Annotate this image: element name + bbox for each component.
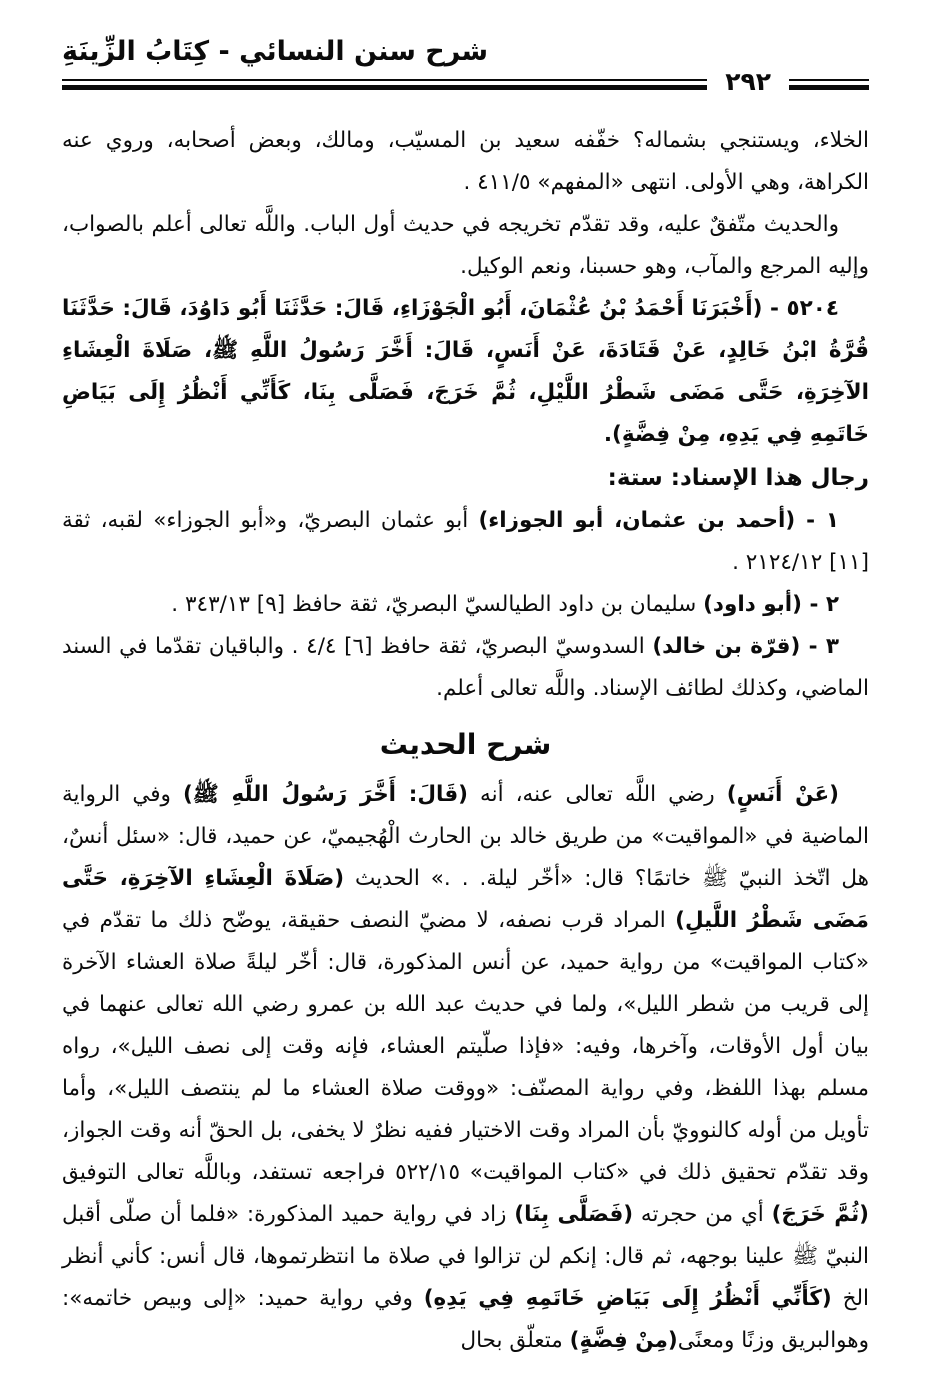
bold-run: (قَالَ: أَخَّرَ رَسُولُ اللَّهِ ﷺ) — [182, 782, 468, 808]
text-run: رضي اللَّه تعالى عنه، أنه — [468, 782, 727, 808]
bold-run: (مِنْ فِضَّةٍ) — [569, 1328, 678, 1354]
header-rule-right — [789, 79, 869, 90]
text-run: متعلّق بحال — [460, 1328, 570, 1354]
sharh-commentary — [62, 774, 869, 1362]
paragraph-continuation: الخلاء، ويستنجي بشماله؟ خفّفه سعيد بن المسيّب، ومالك، وبعض أصحابه، وروي عنه الكراهة، وهي الأولى. انتهى «المفهم» ٤١١/٥ . — [62, 128, 869, 196]
text-run: وفي رواية حميد: «إلى وبيص خاتمه»: وهوالبريق وزنًا ومعنًى — [62, 1286, 869, 1354]
bold-run: ٣ - (قرّة بن خالد) — [652, 634, 839, 660]
isnad-heading: رجال هذا الإسناد: ستة: — [607, 465, 869, 492]
text-run: أي من حجرته — [633, 1202, 772, 1228]
bold-run: (فَصَلَّى بِنَا) — [514, 1202, 634, 1228]
text-run: السدوسيّ البصريّ، ثقة حافظ [٦] ٤/٤ . والباقيان تقدّما في السند الماضي، وكذلك لطائف الإسناد. واللَّه تعالى أعلم. — [62, 634, 869, 702]
isnad-item-2 — [62, 584, 869, 626]
text-run: وفي الرواية الماضية في «المواقيت» من طريق خالد بن الحارث الْهُجيميّ، عن حميد، قال: «سئل أنسٌ، هل اتّخذ النبيّ ﷺ خاتمًا؟ قال: «أخّر ليلة. . .» الحديث — [62, 782, 869, 892]
header-rule-left — [62, 79, 707, 90]
isnad-item-3 — [62, 626, 869, 710]
text-run: أبو عثمان البصريّ، و«أبو الجوزاء» لقبه، ثقة [١١] ٢١٢٤/١٢ . — [62, 508, 869, 576]
bold-run: (عَنْ أَنَسٍ) — [726, 782, 839, 808]
isnad-item-1 — [62, 500, 869, 584]
bold-run: ٢ - (أبو داود) — [703, 592, 839, 618]
text-run: سليمان بن داود الطيالسيّ البصريّ، ثقة حافظ [٩] ٣٤٣/١٣ . — [171, 592, 704, 618]
bold-run: ١ - (أحمد بن عثمان، أبو الجوزاء) — [478, 508, 839, 534]
hadith-text: ٥٢٠٤ - (أَخْبَرَنَا أَحْمَدُ بْنُ عُثْمَانَ، أَبُو الْجَوْزَاءِ، قَالَ: حَدَّثَنَا أَبُو دَاوُدَ، قَالَ: حَدَّثَنَا قُرَّةُ ابْنُ خَالِدٍ، عَنْ قَتَادَةَ، عَنْ أَنَسٍ، قَالَ: أَخَّرَ رَسُولُ اللَّهِ ﷺ، صَلَاةَ الْعِشَاءِ الآخِرَةِ، حَتَّى مَضَى شَطْرُ اللَّيْلِ، ثُمَّ خَرَجَ، فَصَلَّى بِنَا، كَأَنِّي أَنْظُرُ إِلَى بَيَاضِ خَاتَمِهِ فِي يَدِهِ، مِنْ فِضَّةٍ). — [62, 296, 869, 448]
header-rule-row — [62, 69, 869, 100]
bold-run: (صَلَاةَ الْعِشَاءِ الآخِرَةِ، حَتَّى مَضَى شَطْرُ اللَّيلِ) — [62, 866, 869, 934]
text-run: المراد قرب نصفه، لا مضيّ النصف حقيقة، يوضّح ذلك ما تقدّم في «كتاب المواقيت» من رواية حميد، عن أنس المذكورة، قال: أخّر ليلةً صلاة العشاء الآخرة إلى قريب من شطر الليل»، ولما في حديث عبد الله بن عمرو رضي الله تعالى عنهما في بيان أول الأوقات، وآخرها، وفيه: «فإذا صلّيتم العشاء، فإنه وقت إلى نصف الليل»، رواه مسلم بهذا اللفظ، وفي رواية المصنّف: «ووقت صلاة العشاء ما لم ينتصف الليل»، وأما تأويل من أوله كالنوويّ بأن المراد وقت الاختيار ففيه نظرٌ لا يخفى، بل الحقّ أنه وقت الجواز، وقد تقدّم تحقيق ذلك في «كتاب المواقيت» ٥٢٢/١٥ فراجعه تستفد، وباللَّه تعالى التوفيق — [62, 908, 869, 1186]
text-run: زاد في رواية حميد المذكورة: «فلما أن صلّى أقبل النبيّ ﷺ علينا بوجهه، ثم قال: إنكم لن تزالوا في صلاة ما انتظرتموها، قال أنس: كأني أنظر الخ — [62, 1202, 869, 1312]
bold-run: (ثُمَّ خَرَجَ) — [771, 1202, 870, 1228]
paragraph-conclusion: والحديث متّفقٌ عليه، وقد تقدّم تخريجه في حديث أول الباب. واللَّه تعالى أعلم بالصواب، وإليه المرجع والمآب، وهو حسبنا، ونعم الوكيل. — [62, 212, 869, 280]
book-title: شرح سنن النسائي - كِتَابُ الزِّينَةِ — [62, 36, 489, 67]
page-body — [62, 120, 869, 1362]
page-number: ٢٩٢ — [725, 67, 771, 97]
page-header — [62, 34, 869, 100]
sharh-heading: شرح الحديث — [379, 728, 552, 762]
bold-run: (كَأَنِّي أَنْظُرُ إِلَى بَيَاضِ خَاتَمِهِ فِي يَدِهِ) — [423, 1286, 832, 1312]
